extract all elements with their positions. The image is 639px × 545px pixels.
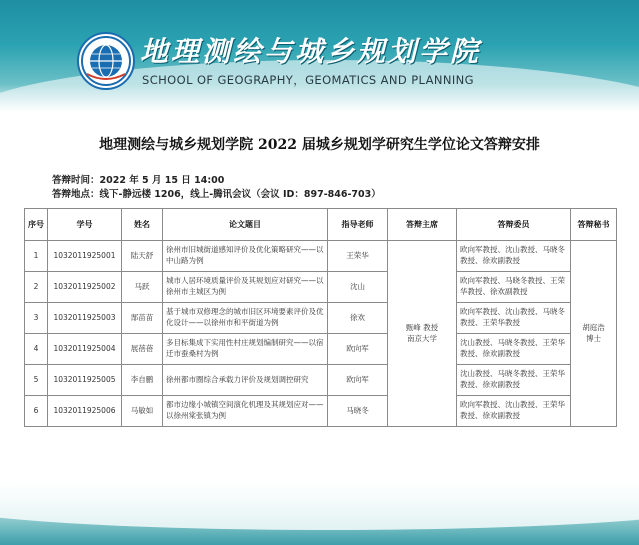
- school-name-en: SCHOOL OF GEOGRAPHY，GEOMATICS AND PLANNING: [142, 73, 474, 87]
- header-secretary: 答辩秘书: [571, 209, 617, 241]
- globe-icon: [79, 34, 133, 88]
- cell-name: 马跃: [122, 272, 163, 303]
- cell-name: 李自鹏: [122, 365, 163, 396]
- table-row: [25, 365, 617, 396]
- secretary-text: 胡庭浩 博士: [582, 322, 605, 343]
- table-row: [25, 241, 617, 272]
- header-banner: [0, 0, 639, 112]
- cell-topic: 城市人居环境质量评价及其规划应对研究——以徐州市主城区为例: [163, 272, 328, 303]
- header-members: 答辩委员: [457, 209, 571, 241]
- table-row: [25, 396, 617, 427]
- cell-name: 陆天舒: [122, 241, 163, 272]
- table-header-row: [25, 209, 617, 241]
- cell-chair: [388, 241, 457, 427]
- table-row: [25, 303, 617, 334]
- cell-no: 1: [25, 241, 48, 272]
- cell-members: 沈山教授、马晓冬教授、王荣华教授、徐欢副教授: [457, 365, 571, 396]
- cell-student-id: 1032011925002: [48, 272, 122, 303]
- cell-name: 展蓓蓓: [122, 334, 163, 365]
- header-chair: 答辩主席: [388, 209, 457, 241]
- cell-name: 马敏如: [122, 396, 163, 427]
- cell-no: 4: [25, 334, 48, 365]
- header-no: 序号: [25, 209, 48, 241]
- defense-place: 答辩地点：线下-静远楼 1206，线上-腾讯会议（会议 ID：897-846-703）: [52, 189, 381, 200]
- cell-secretary: [571, 241, 617, 427]
- cell-members: 沈山教授、马晓冬教授、王荣华教授、徐欢副教授: [457, 334, 571, 365]
- cell-student-id: 1032011925006: [48, 396, 122, 427]
- school-logo: [77, 32, 135, 90]
- chair-text: 甄峰 教授 南京大学: [405, 322, 439, 343]
- cell-members: 欧向军教授、沈山教授、王荣华教授、徐欢副教授: [457, 396, 571, 427]
- footer-wave-decoration: [0, 480, 639, 545]
- table-row: [25, 334, 617, 365]
- table-row: [25, 272, 617, 303]
- cell-student-id: 1032011925004: [48, 334, 122, 365]
- cell-advisor: 马晓冬: [328, 396, 388, 427]
- cell-advisor: 沈山: [328, 272, 388, 303]
- cell-no: 3: [25, 303, 48, 334]
- cell-members: 欧向军教授、马晓冬教授、王荣华教授、徐欢副教授: [457, 272, 571, 303]
- cell-advisor: 徐欢: [328, 303, 388, 334]
- header-advisor: 指导老师: [328, 209, 388, 241]
- cell-topic: 徐州都市圈综合承载力评价及规划调控研究: [163, 365, 328, 396]
- cell-topic: 基于城市双修理念的城市旧区环境要素评价及优化设计——以徐州市和平街道为例: [163, 303, 328, 334]
- cell-no: 5: [25, 365, 48, 396]
- cell-advisor: 欧向军: [328, 365, 388, 396]
- cell-members: 欧向军教授、沈山教授、马晓冬教授、徐欢副教授: [457, 241, 571, 272]
- cell-topic: 徐州市旧城街道感知评价及优化策略研究——以中山路为例: [163, 241, 328, 272]
- cell-name: 郜苗苗: [122, 303, 163, 334]
- cell-student-id: 1032011925003: [48, 303, 122, 334]
- cell-topic: 多目标集成下实用性村庄规划编制研究——以宿迁市蚕桑村为例: [163, 334, 328, 365]
- cell-advisor: 王荣华: [328, 241, 388, 272]
- cell-topic: 都市边缘小城镇空间演化机理及其规划应对——以徐州棠张镇为例: [163, 396, 328, 427]
- cell-student-id: 1032011925001: [48, 241, 122, 272]
- cell-members: 欧向军教授、沈山教授、马晓冬教授、王荣华教授: [457, 303, 571, 334]
- cell-no: 6: [25, 396, 48, 427]
- school-name-cn: 地理测绘与城乡规划学院: [140, 35, 482, 68]
- header-student-id: 学号: [48, 209, 122, 241]
- header-topic: 论文题目: [163, 209, 328, 241]
- cell-advisor: 欧向军: [328, 334, 388, 365]
- cell-no: 2: [25, 272, 48, 303]
- header-name: 姓名: [122, 209, 163, 241]
- document-title: 地理测绘与城乡规划学院 2022 届城乡规划学研究生学位论文答辩安排: [99, 137, 540, 153]
- footer-wave-highlight: [0, 480, 639, 530]
- defense-schedule-table: [24, 208, 617, 427]
- defense-time: 答辩时间：2022 年 5 月 15 日 14:00: [52, 175, 225, 186]
- cell-student-id: 1032011925005: [48, 365, 122, 396]
